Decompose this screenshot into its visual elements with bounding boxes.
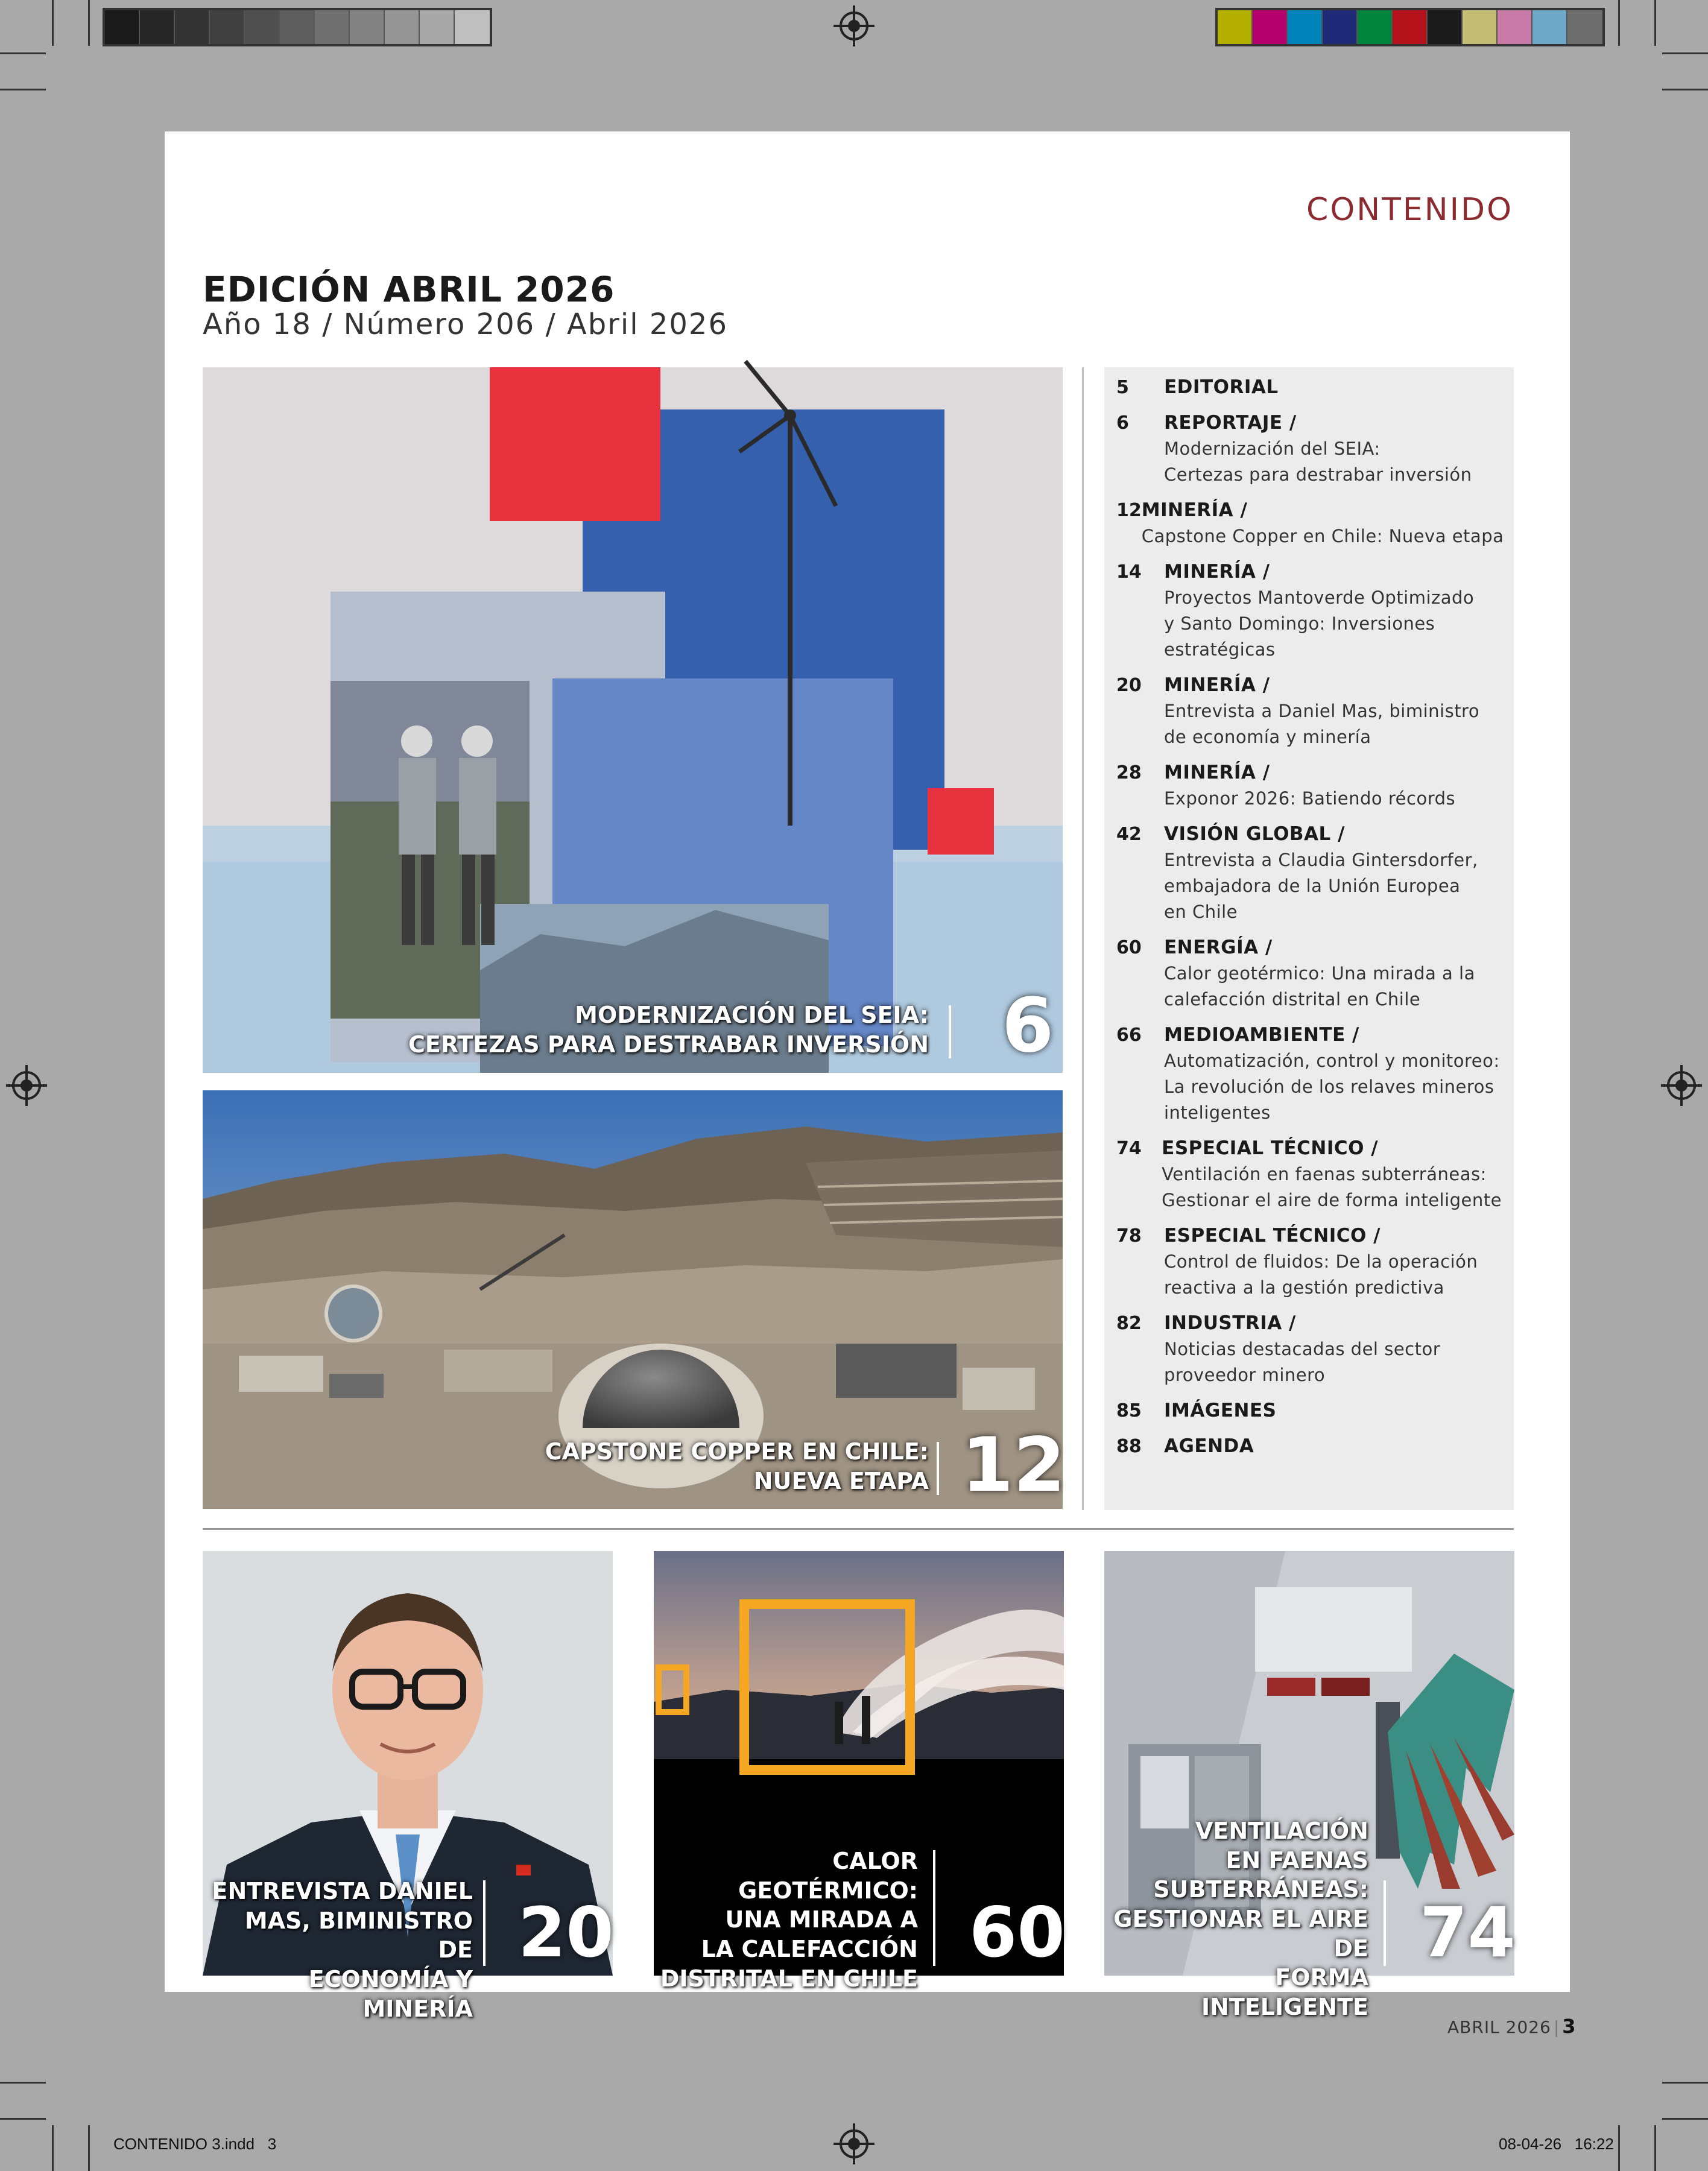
feature-seia-image[interactable] <box>203 367 1063 1073</box>
toc-description: embajadora de la Unión Europea <box>1164 876 1461 896</box>
toc-page-number: 20 <box>1116 675 1142 696</box>
toc-description: Certezas para destrabar inversión <box>1164 464 1472 485</box>
toc-entry-body <box>1164 1398 1502 1424</box>
toc-description: Modernización del SEIA: <box>1164 438 1381 459</box>
toc-description: Control de fluidos: De la operación <box>1164 1251 1478 1272</box>
feature-ventilacion-headline <box>1104 1816 1368 2021</box>
feature-ventilacion-image[interactable] <box>1104 1551 1516 2020</box>
toc-heading: EDITORIAL <box>1164 376 1279 398</box>
section-label: CONTENIDO <box>1306 192 1513 228</box>
toc-description: Ventilación en faenas subterráneas: <box>1162 1164 1487 1184</box>
toc-description: estratégicas <box>1164 639 1276 660</box>
feature-geotermico-page-number: 60 <box>969 1892 1065 1973</box>
headline-line: EN FAENAS <box>1226 1847 1368 1874</box>
headline-line: CAPSTONE COPPER EN CHILE: <box>545 1438 929 1465</box>
color-swatch <box>1358 10 1393 44</box>
toc-entry[interactable] <box>1116 410 1502 488</box>
crop-mark <box>1654 0 1656 46</box>
toc-entry[interactable] <box>1116 559 1502 663</box>
gray-swatch <box>280 10 315 44</box>
toc-entry-body <box>1164 760 1502 812</box>
color-swatch <box>1567 10 1602 44</box>
color-swatch <box>1532 10 1567 44</box>
toc-entry-body <box>1142 498 1504 549</box>
toc-heading: MINERÍA / <box>1141 499 1248 521</box>
headline-line: ENTREVISTA DANIEL <box>212 1878 473 1904</box>
toc-heading: AGENDA <box>1164 1435 1254 1457</box>
toc-page-number: 60 <box>1116 937 1142 958</box>
toc-description: proveedor minero <box>1164 1365 1326 1385</box>
color-swatch <box>1498 10 1532 44</box>
toc-entry[interactable] <box>1116 1398 1502 1424</box>
toc-entry-body <box>1164 1433 1502 1459</box>
headline-line: ECONOMÍA Y MINERÍA <box>308 1965 473 2022</box>
slug-filename: CONTENIDO 3.indd 3 <box>113 2135 277 2153</box>
gray-swatch <box>350 10 385 44</box>
toc-heading: MINERÍA / <box>1164 674 1270 696</box>
crop-mark <box>1662 89 1708 90</box>
color-swatch <box>1463 10 1498 44</box>
color-swatch <box>1288 10 1323 44</box>
crop-mark <box>88 0 90 46</box>
toc-heading: VISIÓN GLOBAL / <box>1164 823 1345 845</box>
gray-swatch <box>420 10 455 44</box>
crop-mark <box>88 2125 90 2171</box>
headline-line: GESTIONAR EL AIRE DE <box>1113 1905 1368 1962</box>
toc-entry-body <box>1164 672 1502 750</box>
table-of-contents <box>1104 367 1514 1510</box>
feature-capstone-image[interactable] <box>203 1090 1066 1509</box>
headline-divider <box>937 1442 939 1495</box>
crop-mark <box>1654 2125 1656 2171</box>
toc-entry[interactable] <box>1116 935 1502 1013</box>
toc-heading: MEDIOAMBIENTE / <box>1164 1024 1359 1046</box>
toc-entry-body <box>1164 559 1502 663</box>
crop-mark <box>0 2118 46 2120</box>
toc-page-number: 66 <box>1116 1025 1142 1046</box>
gray-swatch <box>140 10 175 44</box>
registration-mark-icon <box>840 2129 868 2158</box>
section-divider <box>203 1528 1514 1530</box>
headline-line: CALOR GEOTÉRMICO: <box>738 1848 918 1904</box>
toc-description: reactiva a la gestión predictiva <box>1164 1277 1444 1298</box>
registration-mark-icon <box>12 1071 41 1100</box>
grayscale-color-bar <box>103 8 492 46</box>
crop-mark <box>1662 2118 1708 2120</box>
headline-line: NUEVA ETAPA <box>753 1467 929 1494</box>
toc-description: Proyectos Mantoverde Optimizado <box>1164 587 1475 608</box>
toc-entry[interactable] <box>1116 498 1502 549</box>
toc-heading: ENERGÍA / <box>1164 937 1273 958</box>
toc-heading: IMÁGENES <box>1164 1400 1277 1421</box>
feature-mas-headline <box>203 1877 473 2023</box>
feature-capstone-headline <box>545 1437 929 1496</box>
toc-entry[interactable] <box>1116 1310 1502 1388</box>
headline-line: UNA MIRADA A <box>725 1906 918 1933</box>
headline-line: CERTEZAS PARA DESTRABAR INVERSIÓN <box>408 1031 929 1058</box>
process-color-bar <box>1215 8 1605 46</box>
toc-description: Entrevista a Claudia Gintersdorfer, <box>1164 850 1478 870</box>
crop-mark <box>1662 2082 1708 2084</box>
slug-timestamp: 08-04-26 16:22 <box>1499 2135 1614 2153</box>
gray-swatch <box>245 10 280 44</box>
folio-separator: | <box>1553 2017 1560 2037</box>
toc-description: Calor geotérmico: Una mirada a la <box>1164 963 1475 984</box>
toc-heading: MINERÍA / <box>1164 762 1270 783</box>
toc-description: en Chile <box>1164 902 1238 922</box>
headline-line: DISTRITAL EN CHILE <box>660 1965 918 1992</box>
crop-mark <box>1662 52 1708 54</box>
folio-page-number: 3 <box>1562 2015 1577 2038</box>
feature-seia-page-number: 6 <box>1002 982 1054 1069</box>
headline-divider <box>1384 1880 1386 1966</box>
toc-description: Entrevista a Daniel Mas, biministro <box>1164 701 1480 721</box>
headline-line: SUBTERRÁNEAS: <box>1153 1876 1368 1903</box>
toc-entry-body <box>1164 935 1502 1013</box>
toc-description: Gestionar el aire de forma inteligente <box>1162 1190 1502 1210</box>
magazine-page <box>165 131 1570 2022</box>
toc-page-number: 88 <box>1116 1436 1142 1457</box>
headline-line: MODERNIZACIÓN DEL SEIA: <box>575 1002 929 1028</box>
toc-page-number: 42 <box>1116 824 1142 845</box>
toc-heading: INDUSTRIA / <box>1164 1312 1296 1334</box>
feature-seia-headline <box>408 1000 929 1059</box>
toc-page-number: 6 <box>1116 412 1129 434</box>
feature-mas-page-number: 20 <box>518 1892 614 1973</box>
collage-illustration <box>203 367 1063 1073</box>
headline-line: MAS, BIMINISTRO DE <box>244 1907 473 1964</box>
gray-swatch <box>385 10 420 44</box>
column-divider <box>1082 367 1084 1510</box>
headline-divider <box>933 1850 935 1966</box>
toc-heading: ESPECIAL TÉCNICO / <box>1164 1225 1381 1247</box>
gray-swatch <box>105 10 140 44</box>
toc-entry-body <box>1164 410 1502 488</box>
registration-mark-icon <box>840 11 868 40</box>
crop-mark <box>0 89 46 90</box>
crop-mark <box>0 2082 46 2084</box>
headline-line: VENTILACIÓN <box>1195 1818 1368 1844</box>
color-swatch <box>1428 10 1463 44</box>
toc-page-number: 28 <box>1116 762 1142 783</box>
toc-heading: ESPECIAL TÉCNICO / <box>1162 1137 1379 1159</box>
toc-entry[interactable] <box>1116 821 1502 925</box>
toc-description: Noticias destacadas del sector <box>1164 1339 1441 1359</box>
folio-month: ABRIL 2026 <box>1447 2017 1551 2037</box>
gray-swatch <box>315 10 350 44</box>
feature-geotermico-headline <box>654 1847 918 1993</box>
toc-description: inteligentes <box>1164 1102 1271 1123</box>
toc-entry[interactable] <box>1116 760 1502 812</box>
color-swatch <box>1393 10 1428 44</box>
toc-page-number: 74 <box>1116 1138 1142 1159</box>
toc-heading: MINERÍA / <box>1164 561 1270 583</box>
toc-heading: REPORTAJE / <box>1164 412 1297 434</box>
toc-entry[interactable] <box>1116 1223 1502 1301</box>
crop-mark <box>0 52 46 54</box>
toc-entry-body <box>1164 374 1502 400</box>
toc-entry-body <box>1162 1136 1502 1213</box>
toc-entry-body <box>1164 1223 1502 1301</box>
toc-description: Exponor 2026: Batiendo récords <box>1164 788 1456 809</box>
toc-entry[interactable] <box>1116 672 1502 750</box>
crop-mark <box>1618 0 1620 46</box>
toc-description: calefacción distrital en Chile <box>1164 989 1421 1010</box>
gray-swatch <box>210 10 245 44</box>
feature-capstone-page-number: 12 <box>961 1422 1066 1509</box>
toc-description: Automatización, control y monitoreo: <box>1164 1051 1500 1071</box>
toc-entry[interactable] <box>1116 1433 1502 1459</box>
registration-mark-icon <box>1667 1071 1696 1100</box>
toc-description: La revolución de los relaves mineros <box>1164 1076 1494 1097</box>
toc-page-number: 78 <box>1116 1225 1142 1247</box>
crop-mark <box>52 0 54 46</box>
headline-divider <box>949 1005 951 1058</box>
toc-entry-body <box>1164 821 1502 925</box>
color-swatch <box>1218 10 1253 44</box>
toc-page-number: 12 <box>1116 500 1142 521</box>
toc-entry[interactable] <box>1116 1136 1502 1213</box>
toc-description: de economía y minería <box>1164 727 1371 747</box>
gray-swatch <box>175 10 210 44</box>
toc-entry-body <box>1164 1310 1502 1388</box>
toc-entry-body <box>1164 1022 1502 1126</box>
crop-mark <box>52 2125 54 2171</box>
toc-page-number: 14 <box>1116 561 1142 583</box>
toc-page-number: 5 <box>1116 377 1129 398</box>
toc-entry[interactable] <box>1116 1022 1502 1126</box>
toc-entry[interactable] <box>1116 374 1502 400</box>
feature-mas-image[interactable] <box>203 1551 614 2022</box>
headline-line: FORMA INTELIGENTE <box>1201 1964 1368 2020</box>
toc-page-number: 82 <box>1116 1313 1142 1334</box>
edition-subtitle: Año 18 / Número 206 / Abril 2026 <box>203 308 728 341</box>
feature-geotermico-image[interactable] <box>654 1551 1065 1992</box>
edition-title: EDICIÓN ABRIL 2026 <box>203 269 615 310</box>
toc-description: Capstone Copper en Chile: Nueva etapa <box>1141 526 1504 546</box>
feature-ventilacion-page-number: 74 <box>1420 1892 1516 1973</box>
gray-swatch <box>455 10 490 44</box>
page-folio <box>1447 2015 1577 2038</box>
toc-description: y Santo Domingo: Inversiones <box>1164 613 1435 634</box>
color-swatch <box>1323 10 1358 44</box>
headline-line: LA CALEFACCIÓN <box>701 1935 918 1962</box>
toc-page-number: 85 <box>1116 1400 1142 1421</box>
color-swatch <box>1253 10 1288 44</box>
crop-mark <box>1618 2125 1620 2171</box>
headline-divider <box>483 1880 486 1966</box>
